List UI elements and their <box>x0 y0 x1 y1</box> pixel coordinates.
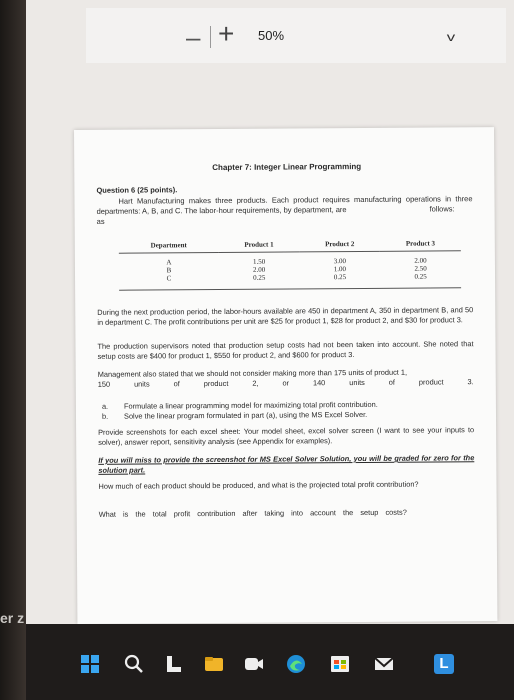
management-word: units <box>134 379 150 389</box>
table-header: Product 1 <box>219 238 300 252</box>
search-icon[interactable] <box>124 654 144 674</box>
management-line-2 <box>98 377 474 389</box>
chapter-heading: Chapter 7: Integer Linear Programming <box>212 161 362 173</box>
table-cell: 0.25 <box>253 273 266 282</box>
labor-hours-table <box>119 237 461 282</box>
management-word: of <box>388 377 395 387</box>
item-b-label: b. <box>101 411 109 421</box>
teams-video-icon[interactable] <box>244 654 264 674</box>
table-cell: 0.25 <box>333 273 347 282</box>
table-cell: 3.00 <box>333 257 346 266</box>
screenshots-paragraph: Provide screenshots for each excel sheet: Your model sheet, excel solver screen (I want to see your inputs to solver), answer report, sensitivity analysis (see Appendix for examples). <box>98 425 475 447</box>
management-word: 3. <box>467 377 474 387</box>
management-word: 2, <box>252 378 259 388</box>
monitor-screen <box>26 0 514 624</box>
zoom-in-button[interactable]: + <box>218 18 235 49</box>
toolbar-divider <box>210 26 211 48</box>
store-icon[interactable] <box>330 654 350 674</box>
table-cell: 2.00 <box>253 265 266 274</box>
keyboard-keys: er z <box>0 610 25 626</box>
table-cell: 1.00 <box>333 265 347 274</box>
table-cell: 0.25 <box>414 272 427 281</box>
table-header: Department <box>119 239 219 253</box>
chevron-down-icon[interactable]: v <box>446 30 456 44</box>
photo-background <box>0 0 26 700</box>
file-explorer-icon[interactable] <box>164 654 184 674</box>
table-cell: 2.00 <box>414 256 427 265</box>
management-line-1: Management also stated that we should not consider making more than 175 units of product 1, <box>97 367 408 379</box>
management-word: product <box>418 377 444 387</box>
setup-paragraph: The production supervisors noted that production setup costs had not been taken into account. She noted that setup costs are $400 for product 1, $550 for product 2, and $600 for product 3. <box>97 339 474 361</box>
management-word: units <box>349 377 365 388</box>
zoom-level: 50% <box>258 28 285 43</box>
table-header: Product 2 <box>299 238 380 252</box>
table-rule <box>119 287 461 290</box>
question-total: What is the total profit contribution after taking into account the setup costs? <box>98 507 407 519</box>
production-paragraph: During the next production period, the labor-hours available are 450 in department A, 350 in department B, and 50 in department C. The profit contributions per unit are $25 for product 1, $28 for product 2, and $30 for product 3. <box>97 305 474 327</box>
management-word: of <box>173 379 180 389</box>
warning-paragraph: If you will miss to provide the screenshot for MS Excel Solver Solution, you will be graded for zero for the solution part. <box>98 453 475 475</box>
item-a-text: Formulate a linear programming model for maximizing total profit contribution. <box>123 399 378 411</box>
management-word: 140 <box>312 378 326 388</box>
management-word: or <box>282 378 290 388</box>
item-a <box>98 399 474 411</box>
table-cell: A <box>166 258 172 267</box>
folder-icon[interactable] <box>204 654 224 674</box>
table-cell: 2.50 <box>414 264 427 273</box>
table-cell: 1.50 <box>252 257 266 266</box>
question-title: Question 6 (25 points). <box>96 185 178 195</box>
zoom-out-button[interactable]: – <box>186 22 201 52</box>
management-word: product <box>203 378 229 389</box>
question-how-much: How much of each product should be produced, and what is the projected total profit contribution? <box>98 479 419 491</box>
table-cell: B <box>166 266 172 275</box>
table-cell: C <box>166 274 172 283</box>
windows-start-icon[interactable] <box>80 654 100 674</box>
document-page <box>74 127 497 624</box>
zoom-toolbar <box>86 8 506 63</box>
app-l-icon[interactable]: L <box>434 654 454 674</box>
intro-paragraph: Hart Manufacturing makes three products. Each product requires manufacturing operations in three departments: A, B, and C. The labor-hour requirements, by department, are <box>96 194 473 216</box>
item-a-label: a. <box>101 401 109 411</box>
intro-follows: follows: <box>429 204 455 214</box>
management-word: 150 <box>97 379 111 389</box>
table-row <box>119 272 461 282</box>
taskbar <box>26 624 514 700</box>
mail-icon[interactable] <box>374 654 394 674</box>
edge-browser-icon[interactable] <box>286 654 306 674</box>
item-b-text: Solve the linear program formulated in part (a), using the MS Excel Solver. <box>123 409 368 421</box>
table-header: Product 3 <box>380 237 461 251</box>
intro-as: as <box>96 216 105 226</box>
